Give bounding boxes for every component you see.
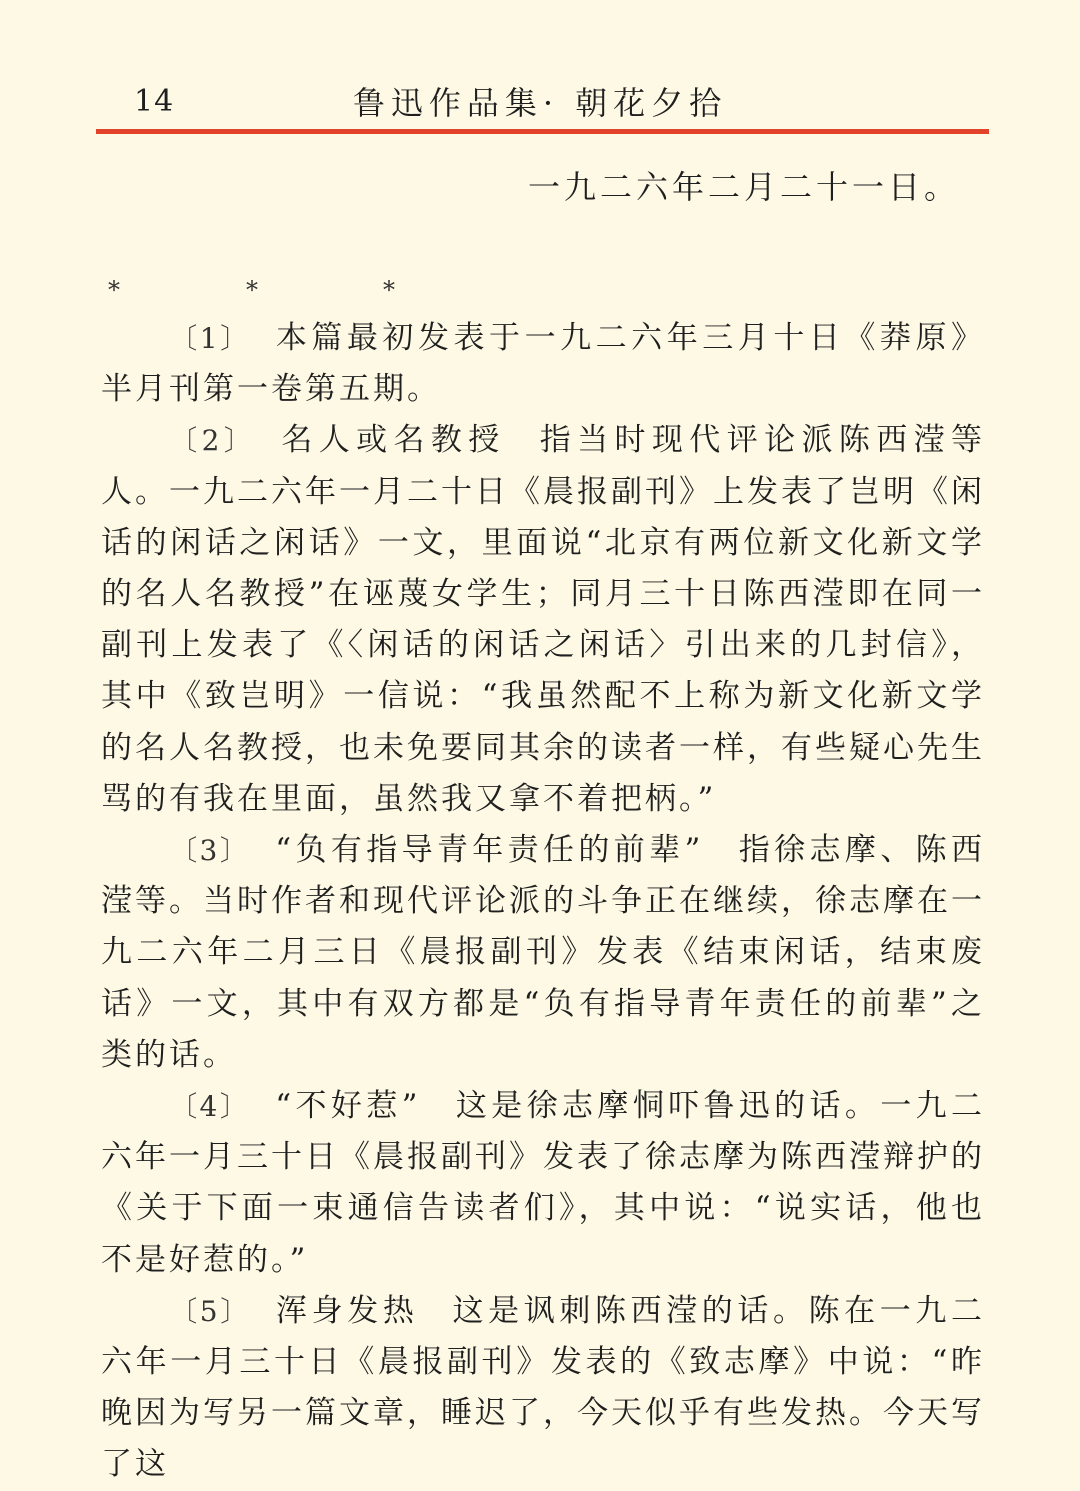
note-term: 名人或名教授 bbox=[281, 422, 506, 459]
date-line: 一九二六年二月二十一日。 bbox=[528, 168, 961, 206]
note-number: 〔5〕 bbox=[169, 1294, 251, 1328]
note-text: 本篇最初发表于一九二六年三月十日《莽原》半月刊第一卷第五期。 bbox=[101, 320, 985, 408]
note-term: “负有指导青年责任的前辈” bbox=[275, 832, 704, 869]
note-1 bbox=[101, 313, 985, 415]
note-number: 〔2〕 bbox=[169, 424, 257, 458]
note-number: 〔4〕 bbox=[169, 1090, 251, 1124]
note-2 bbox=[101, 415, 985, 825]
notes-section bbox=[101, 313, 985, 1491]
note-text: 指当时现代评论派陈西滢等人。一九二六年一月二十日《晨报副刊》上发表了岂明《闲话的闲话之闲话》一文，里面说“北京有两位新文化新文学的名人名教授”在诬蔑女学生；同月三十日陈西滢即在同一副刊上发表了《〈闲话的闲话之闲话〉引出来的几封信》，其中《致岂明》一信说：“我虽然配不上称为新文化新文学的名人名教授，也未免要同其余的读者一样，有些疑心先生骂的有我在里面，虽然我又拿不着把柄。” bbox=[101, 422, 986, 817]
separator-asterisk: * bbox=[108, 276, 120, 304]
note-3 bbox=[101, 825, 985, 1081]
page-number: 14 bbox=[134, 84, 175, 119]
note-text: 这是徐志摩恫吓鲁迅的话。一九二六年一月三十日《晨报副刊》发表了徐志摩为陈西滢辩护的《关于下面一束通信告读者们》，其中说：“说实话，他也不是好惹的。” bbox=[101, 1088, 985, 1278]
note-number: 〔1〕 bbox=[169, 322, 251, 355]
note-number: 〔3〕 bbox=[169, 834, 251, 868]
note-text: 指徐志摩、陈西滢等。当时作者和现代评论派的斗争正在继续，徐志摩在一九二六年二月三日《晨报副刊》发表《结束闲话，结束废话》一文，其中有双方都是“负有指导青年责任的前辈”之类的话。 bbox=[101, 832, 985, 1073]
note-5 bbox=[101, 1286, 985, 1491]
running-title: 鲁迅作品集· 朝花夕拾 bbox=[352, 84, 728, 122]
note-term: 浑身发热 bbox=[276, 1292, 419, 1329]
note-text: 这是讽刺陈西滢的话。陈在一九二六年一月三十日《晨报副刊》发表的《致志摩》中说：“昨晚因为写另一篇文章，睡迟了，今天似乎有些发热。今天写了这 bbox=[101, 1292, 985, 1483]
header-rule bbox=[96, 129, 989, 134]
note-4 bbox=[101, 1081, 985, 1286]
separator-asterisk: * bbox=[246, 276, 258, 304]
separator-asterisk: * bbox=[383, 276, 395, 304]
note-term: “不好惹” bbox=[275, 1088, 421, 1125]
